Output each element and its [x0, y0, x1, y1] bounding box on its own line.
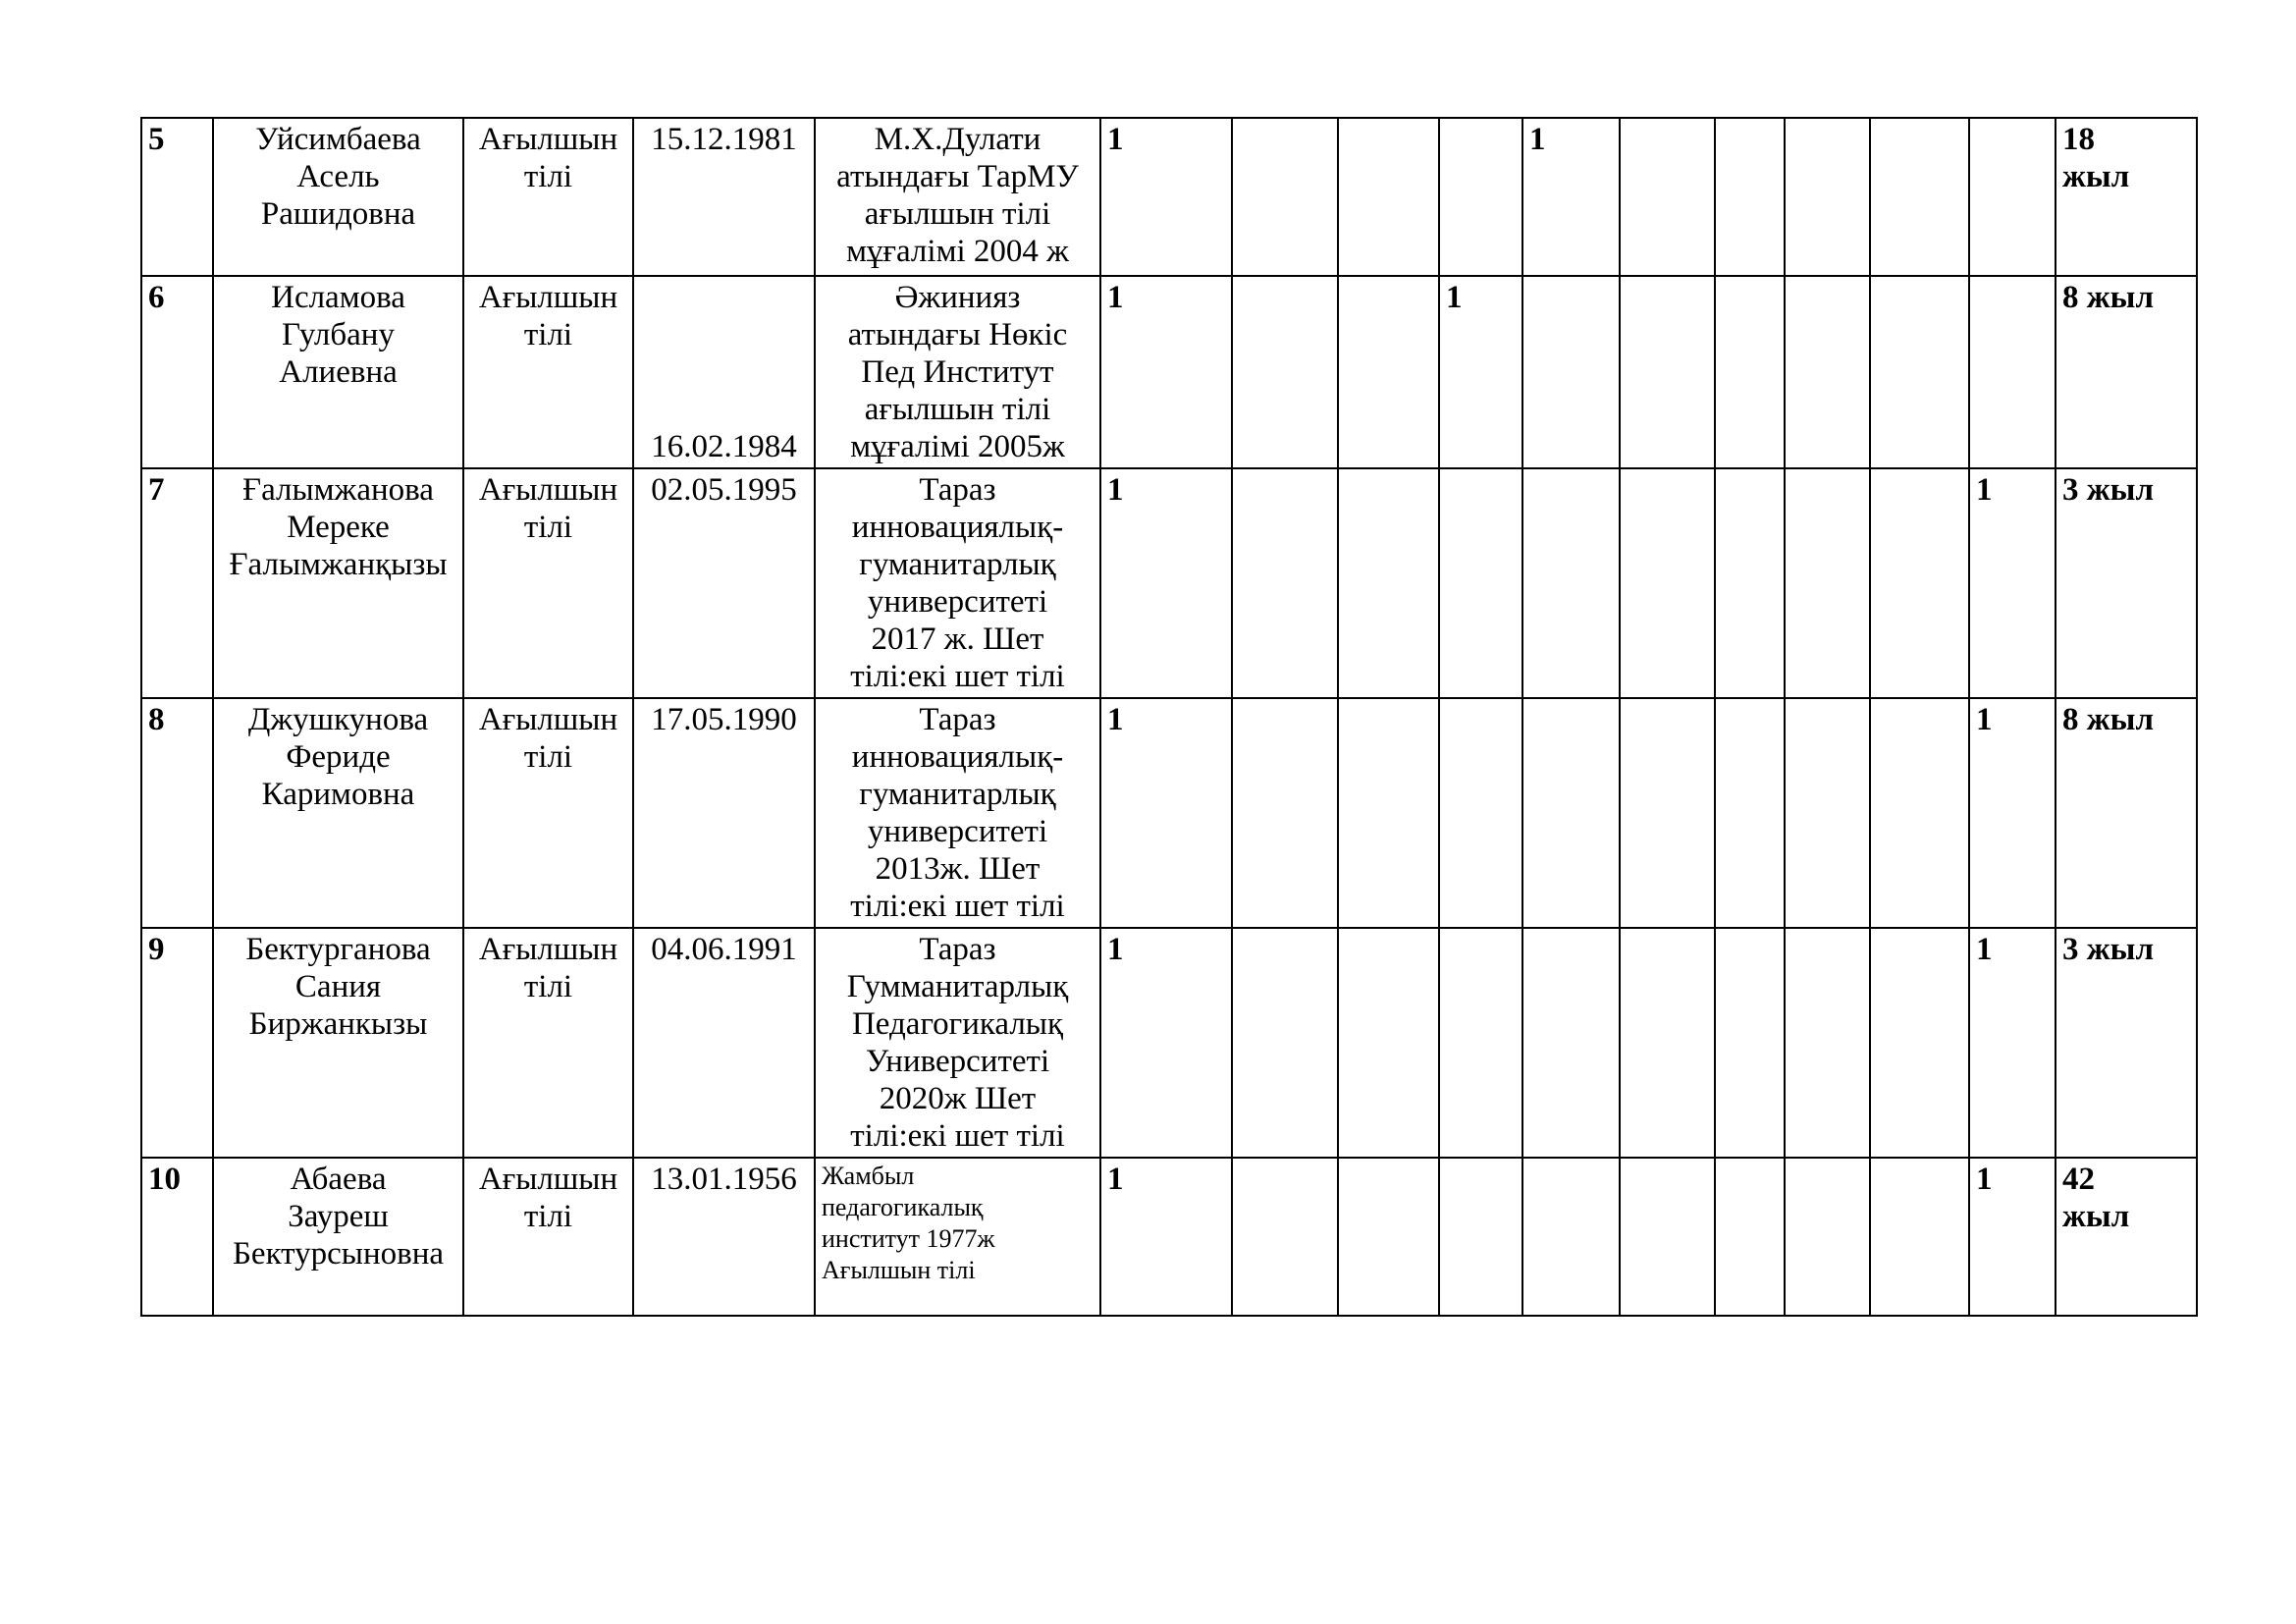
empty-cell: [1785, 1158, 1870, 1316]
experience: 8 жыл: [2056, 698, 2197, 928]
empty-cell: [1785, 468, 1870, 698]
education: М.Х.Дулати атындағы ТарМУ ағылшын тілі мұғалімі 2004 ж: [815, 118, 1100, 276]
staff-table: [140, 117, 2198, 1317]
empty-cell: [1715, 468, 1785, 698]
table-row: [141, 118, 2197, 276]
empty-cell: [1870, 928, 1969, 1158]
table-row: [141, 276, 2197, 468]
mark-cell: 1: [1100, 468, 1232, 698]
teacher-name: Джушкунова Фериде Каримовна: [213, 698, 463, 928]
table-row: [141, 698, 2197, 928]
birth-date: 13.01.1956: [633, 1158, 815, 1316]
mark-cell: [1522, 698, 1620, 928]
mark-cell: [1439, 468, 1522, 698]
mark-cell: 1: [1439, 276, 1522, 468]
empty-cell: [1715, 698, 1785, 928]
row-number: 7: [141, 468, 213, 698]
education: Тараз Гумманитарлық Педагогикалық Университеті 2020ж Шет тілі:екі шет тілі: [815, 928, 1100, 1158]
experience: 3 жыл: [2056, 928, 2197, 1158]
empty-cell: [1338, 468, 1439, 698]
empty-cell: [1232, 698, 1338, 928]
empty-cell: [1785, 118, 1870, 276]
mark-cell: 1: [1522, 118, 1620, 276]
table-row: [141, 1158, 2197, 1316]
mark-cell: [1522, 928, 1620, 1158]
birth-date: 17.05.1990: [633, 698, 815, 928]
mark-cell: [1439, 1158, 1522, 1316]
empty-cell: [1232, 468, 1338, 698]
empty-cell: [1232, 928, 1338, 1158]
experience: 3 жыл: [2056, 468, 2197, 698]
experience: 42 жыл: [2056, 1158, 2197, 1316]
education: Тараз инновациялық- гуманитарлық университеті 2017 ж. Шет тілі:екі шет тілі: [815, 468, 1100, 698]
empty-cell: [1338, 118, 1439, 276]
table-row: [141, 468, 2197, 698]
mark-cell: 1: [1969, 1158, 2056, 1316]
empty-cell: [1338, 928, 1439, 1158]
row-number: 9: [141, 928, 213, 1158]
teacher-name: Исламова Гулбану Алиевна: [213, 276, 463, 468]
subject: Ағылшын тілі: [463, 698, 633, 928]
empty-cell: [1338, 698, 1439, 928]
empty-cell: [1232, 118, 1338, 276]
subject: Ағылшын тілі: [463, 276, 633, 468]
mark-cell: 1: [1969, 928, 2056, 1158]
empty-cell: [1620, 118, 1715, 276]
teacher-name: Бектурганова Сания Биржанкызы: [213, 928, 463, 1158]
empty-cell: [1338, 1158, 1439, 1316]
mark-cell: 1: [1969, 468, 2056, 698]
mark-cell: 1: [1969, 698, 2056, 928]
mark-cell: [1439, 118, 1522, 276]
empty-cell: [1620, 698, 1715, 928]
empty-cell: [1620, 276, 1715, 468]
teacher-name: Ғалымжанова Мереке Ғалымжанқызы: [213, 468, 463, 698]
empty-cell: [1870, 276, 1969, 468]
teacher-name: Уйсимбаева Асель Рашидовна: [213, 118, 463, 276]
experience: 18 жыл: [2056, 118, 2197, 276]
empty-cell: [1338, 276, 1439, 468]
row-number: 8: [141, 698, 213, 928]
education: Жамбыл педагогикалық институт 1977ж Ағылшын тілі: [815, 1158, 1100, 1316]
row-number: 10: [141, 1158, 213, 1316]
empty-cell: [1715, 1158, 1785, 1316]
mark-cell: 1: [1100, 928, 1232, 1158]
mark-cell: [1439, 928, 1522, 1158]
education: Тараз инновациялық- гуманитарлық университеті 2013ж. Шет тілі:екі шет тілі: [815, 698, 1100, 928]
mark-cell: 1: [1100, 1158, 1232, 1316]
empty-cell: [1620, 928, 1715, 1158]
education: Әжинияз атындағы Нөкіс Пед Институт ағылшын тілі мұғалімі 2005ж: [815, 276, 1100, 468]
subject: Ағылшын тілі: [463, 118, 633, 276]
birth-date: 16.02.1984: [633, 276, 815, 468]
empty-cell: [1870, 118, 1969, 276]
mark-cell: [1522, 276, 1620, 468]
mark-cell: [1522, 1158, 1620, 1316]
mark-cell: [1969, 118, 2056, 276]
subject: Ағылшын тілі: [463, 1158, 633, 1316]
empty-cell: [1870, 1158, 1969, 1316]
table-row: [141, 928, 2197, 1158]
empty-cell: [1715, 118, 1785, 276]
empty-cell: [1232, 1158, 1338, 1316]
row-number: 5: [141, 118, 213, 276]
empty-cell: [1620, 468, 1715, 698]
experience: 8 жыл: [2056, 276, 2197, 468]
empty-cell: [1870, 468, 1969, 698]
empty-cell: [1870, 698, 1969, 928]
mark-cell: [1969, 276, 2056, 468]
row-number: 6: [141, 276, 213, 468]
mark-cell: 1: [1100, 276, 1232, 468]
empty-cell: [1785, 928, 1870, 1158]
birth-date: 15.12.1981: [633, 118, 815, 276]
empty-cell: [1620, 1158, 1715, 1316]
empty-cell: [1785, 698, 1870, 928]
subject: Ағылшын тілі: [463, 468, 633, 698]
teacher-name: Абаева Зауреш Бектурсыновна: [213, 1158, 463, 1316]
mark-cell: [1522, 468, 1620, 698]
mark-cell: 1: [1100, 698, 1232, 928]
empty-cell: [1715, 276, 1785, 468]
birth-date: 02.05.1995: [633, 468, 815, 698]
empty-cell: [1785, 276, 1870, 468]
empty-cell: [1232, 276, 1338, 468]
subject: Ағылшын тілі: [463, 928, 633, 1158]
empty-cell: [1715, 928, 1785, 1158]
mark-cell: 1: [1100, 118, 1232, 276]
mark-cell: [1439, 698, 1522, 928]
birth-date: 04.06.1991: [633, 928, 815, 1158]
